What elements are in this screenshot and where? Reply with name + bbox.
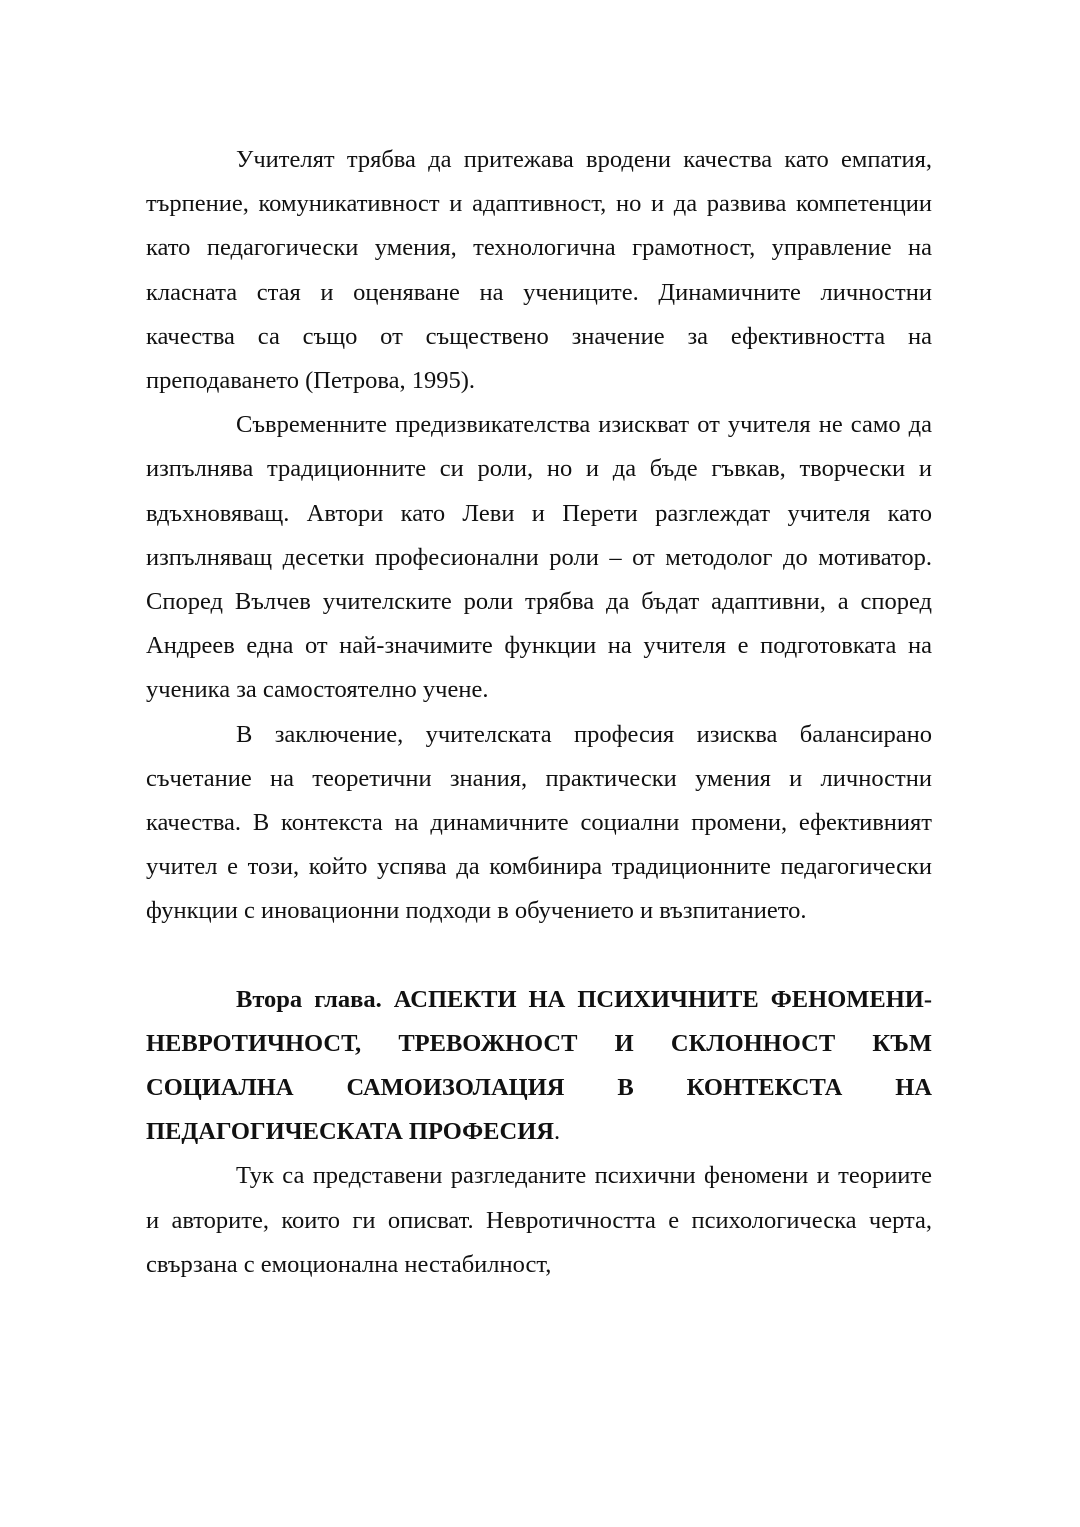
chapter-heading-period: .	[553, 1118, 561, 1146]
paragraph-modern-challenges: Съвременните предизвикателства изискват от учителя не само да изпълнява традиционните си роли, но и да бъде гъвкав, творчески и вдъхновяващ. Автори като Леви и Перети разглеждат учителя като изпълняващ десетки професионални роли – от методолог до мотиватор. Според Вълчев учителските роли трябва да бъдат адаптивни, а според Андреев една от най-значимите функции на учителя е подготовката на ученика за самостоятелно учене.	[146, 411, 932, 704]
chapter-heading-text: Втора глава. АСПЕКТИ НА ПСИХИЧНИТЕ ФЕНОМЕНИ- НЕВРОТИЧНОСТ, ТРЕВОЖНОСТ И СКЛОННОСТ КЪМ СОЦИАЛНА САМОИЗОЛАЦИЯ В КОНТЕКСТА НА ПЕДАГОГИЧЕСКАТА ПРОФЕСИЯ	[146, 985, 932, 1146]
document-page	[146, 138, 932, 1287]
chapter-heading	[146, 978, 932, 1155]
paragraph-psychic-phenomena: Тук са представени разгледаните психични феномени и теориите и авторите, които ги описват. Невротичността е психологическа черта, свързана с емоционална нестабилност,	[146, 1162, 932, 1278]
paragraph-conclusion: В заключение, учителската професия изисква балансирано съчетание на теоретични знания, практически умения и личностни качества. В контекста на динамичните социални промени, ефективният учител е този, който успява да комбинира традиционните педагогически функции с иновационни подходи в обучението и възпитанието.	[146, 720, 932, 925]
paragraph-teacher-qualities: Учителят трябва да притежава вродени качества като емпатия, търпение, комуникативност и адаптивност, но и да развива компетенции като педагогически умения, технологична грамотност, управление на класната стая и оценяване на учениците. Динамичните личностни качества са също от съществено значение за ефективността на преподаването (Петрова, 1995).	[146, 146, 932, 395]
